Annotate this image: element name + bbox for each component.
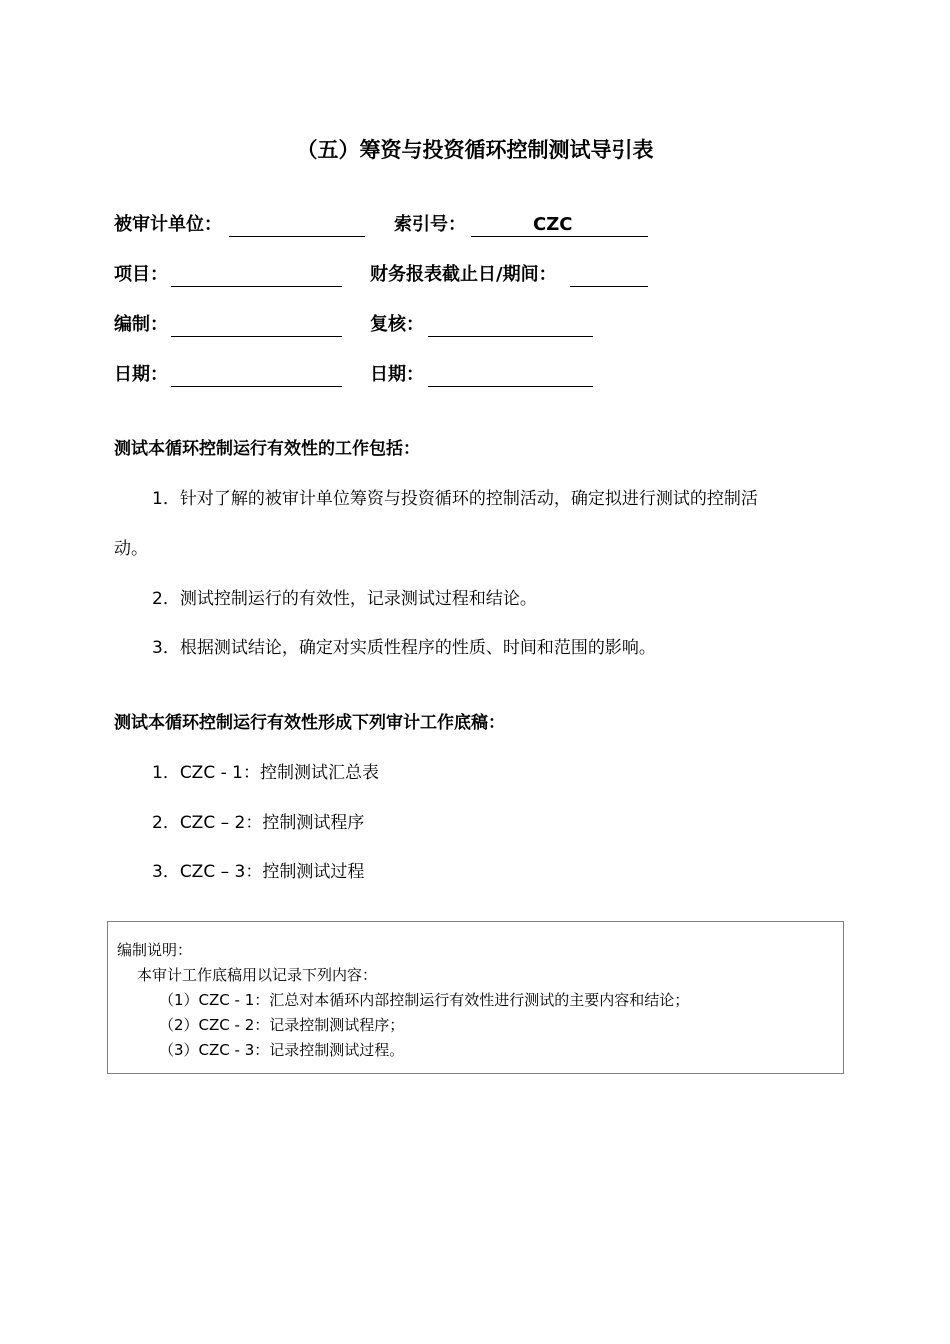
auditee-field[interactable] <box>229 213 365 237</box>
project-field[interactable] <box>171 263 342 287</box>
date-field-left[interactable] <box>171 363 342 387</box>
notes-item-1: （1）CZC - 1：汇总对本循环内部控制运行有效性进行测试的主要内容和结论； <box>159 991 690 1009</box>
paper-item-3: 3．CZC – 3：控制测试过程 <box>152 862 365 882</box>
papers-section-heading: 测试本循环控制运行有效性形成下列审计工作底稿： <box>114 713 505 733</box>
index-label: 索引号： <box>394 214 466 235</box>
prepared-by-field[interactable] <box>171 313 342 337</box>
date-label-left: 日期： <box>114 364 168 385</box>
reviewed-by-field[interactable] <box>428 313 593 337</box>
period-field[interactable] <box>570 263 648 287</box>
work-item-1-line-1: 1．针对了解的被审计单位筹资与投资循环的控制活动，确定拟进行测试的控制活 <box>152 489 758 509</box>
reviewed-by-label: 复核： <box>370 314 424 335</box>
notes-item-3: （3）CZC - 3：记录控制测试过程。 <box>159 1041 405 1059</box>
notes-item-2: （2）CZC - 2：记录控制测试程序； <box>159 1016 405 1034</box>
prepared-by-label: 编制： <box>114 314 168 335</box>
work-section-heading: 测试本循环控制运行有效性的工作包括： <box>114 439 420 459</box>
work-item-1-line-2: 动。 <box>114 539 148 559</box>
page-title: （五）筹资与投资循环控制测试导引表 <box>296 138 654 162</box>
work-item-2: 2．测试控制运行的有效性，记录测试过程和结论。 <box>152 589 537 609</box>
date-field-right[interactable] <box>428 363 593 387</box>
paper-item-2: 2．CZC – 2：控制测试程序 <box>152 813 365 833</box>
index-field[interactable]: CZC <box>471 213 648 237</box>
notes-title: 编制说明： <box>117 941 193 959</box>
notes-intro: 本审计工作底稿用以记录下列内容： <box>137 966 378 984</box>
work-item-3: 3．根据测试结论，确定对实质性程序的性质、时间和范围的影响。 <box>152 638 656 658</box>
auditee-label: 被审计单位： <box>114 214 222 235</box>
preparation-notes-box <box>107 921 844 1074</box>
period-label: 财务报表截止日/期间： <box>370 264 557 285</box>
paper-item-1: 1．CZC - 1：控制测试汇总表 <box>152 763 379 783</box>
project-label: 项目： <box>114 264 168 285</box>
date-label-right: 日期： <box>370 364 424 385</box>
